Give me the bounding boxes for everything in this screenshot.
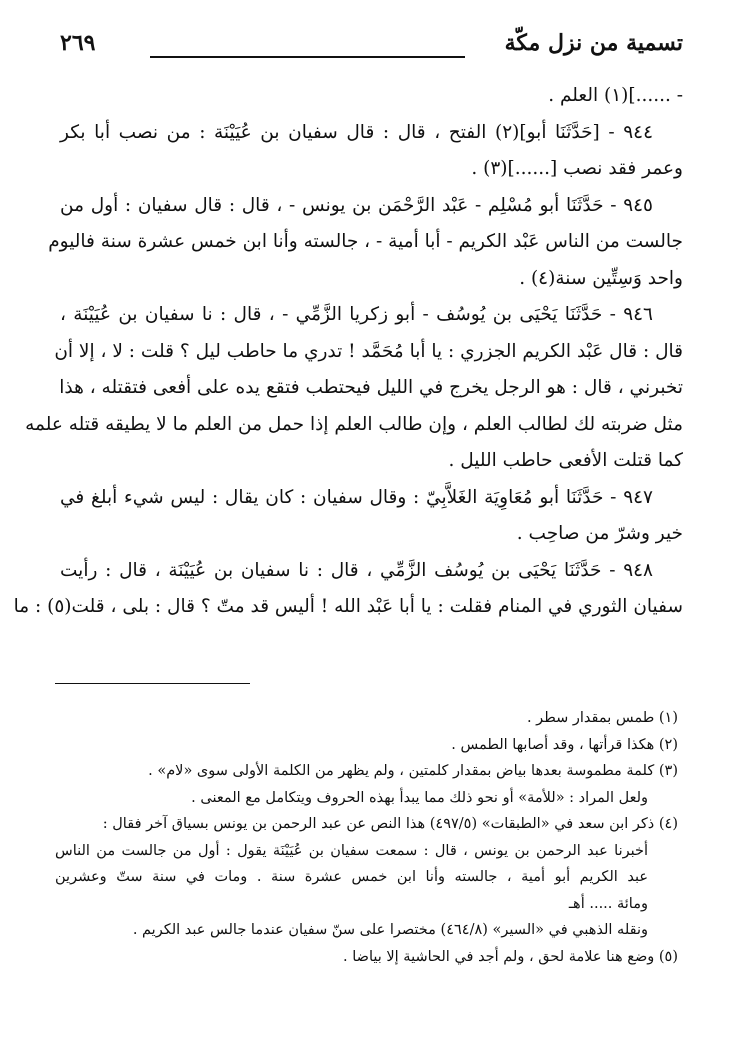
footnotes [55,705,678,970]
text-line: - ......](١) العلم . [548,85,683,106]
text-line: وعمر فقد نصب [......](٣) . [471,158,683,179]
footnote-4: (٤) ذكر ابن سعد في «الطبقات» (٤٩٧/٥) هذا النص عن عبد الرحمن بن يونس بسياق آخر فقال : [102,816,678,832]
hadith-947-line: ٩٤٧ - حَدَّثَنَا أبو مُعَاوِيَة الغَلاَّبِيّ : وقال سفيان : كان يقال : ليس شيء أبلغ في [60,486,653,508]
text-line: كما قتلت الأفعى حاطب الليل . [448,450,683,471]
hadith-945-line: ٩٤٥ - حَدَّثَنَا أبو مُسْلِم - عَبْد الرَّحْمَن بن يونس - ، قال : قال سفيان : أول من [60,194,653,216]
footnote-4-quote: أخبرنا عبد الرحمن بن يونس ، قال : سمعت سفيان بن عُيَيْنَة يقول : أول من جالست من الناس [55,842,648,859]
footnote-1: (١) طمس بمقدار سطر . [526,710,678,726]
text-line: سفيان الثوري في المنام فقلت : يا أبا عَبْد الله ! أليس قد متّ ؟ قال : بلى ، قلت(٥) : ما [13,596,683,617]
text-line: خير وشرّ من صاحِب . [516,523,683,544]
footnote-4-quote: عبد الكريم أبو أمية ، جالسته وأنا ابن خمس عشرة سنة . ومات في سنة ستّ وعشرين [55,869,648,885]
footnote-5: (٥) وضع هنا علامة لحق ، ولم أجد في الحاشية إلا بياضا . [343,948,678,965]
footnote-4-quote-end: ومائة ..... أهـ [568,895,648,912]
text-line: واحد وَسِتِّين سنة(٤) . [519,267,683,289]
text-line: تخبرني ، قال : هو الرجل يخرج في الليل فيحتطب فتقع يده على أفعى فتقتله ، هذا [59,377,683,398]
page-number: ٢٦٩ [60,30,96,56]
running-title: تسمية من نزل مكّة [504,30,683,56]
footnote-4-note: ونقله الذهبي في «السير» (٤٦٤/٨) مختصرا على سنّ سفيان عندما جالس عبد الكريم . [132,922,648,938]
footnote-2: (٢) هكذا قرأتها ، وقد أصابها الطمس . [451,736,678,753]
hadith-948-line: ٩٤٨ - حَدَّثَنَا يَحْيَى بن يُوسُف الزَّمِّي ، قال : نا سفيان بن عُيَيْنَة ، قال : رأيت [60,559,653,581]
footnote-3-cont: ولعل المراد : «للأمة» أو نحو ذلك مما يبدأ بهذه الحروف ويتكامل مع المعنى . [191,789,648,806]
text-line: جالست من الناس عَبْد الكريم - أبا أمية - ، جالسته وأنا ابن خمس عشرة سنة فاليوم [48,231,683,252]
text-line: مثل ضربته لك لطالب العلم ، وإن طالب العلم إذا حمل من العلم ما لا يطيقه قتله علمه [25,413,683,435]
main-text [13,78,683,626]
footnote-3: (٣) كلمة مطموسة بعدها بياض بمقدار كلمتين ، ولم يظهر من الكلمة الأولى سوى «لام» . [148,763,678,779]
footnote-separator [55,683,250,684]
hadith-946-line: ٩٤٦ - حَدَّثَنَا يَحْيَى بن يُوسُف - أبو زكريا الزَّمِّي - ، قال : نا سفيان بن عُيَيْنَة ، [60,304,653,325]
page-header [60,28,683,68]
text-line: قال : قال عَبْد الكريم الجزري : يا أبا مُحَمَّد ! تدري ما حاطب ليل ؟ قلت : لا ، إلا أن [54,340,683,362]
header-rule [150,56,465,58]
hadith-944-line: ٩٤٤ - [حَدَّثَنَا أبو](٢) الفتح ، قال : قال سفيان بن عُيَيْنَة : من نصب أبا بكر [60,121,654,143]
